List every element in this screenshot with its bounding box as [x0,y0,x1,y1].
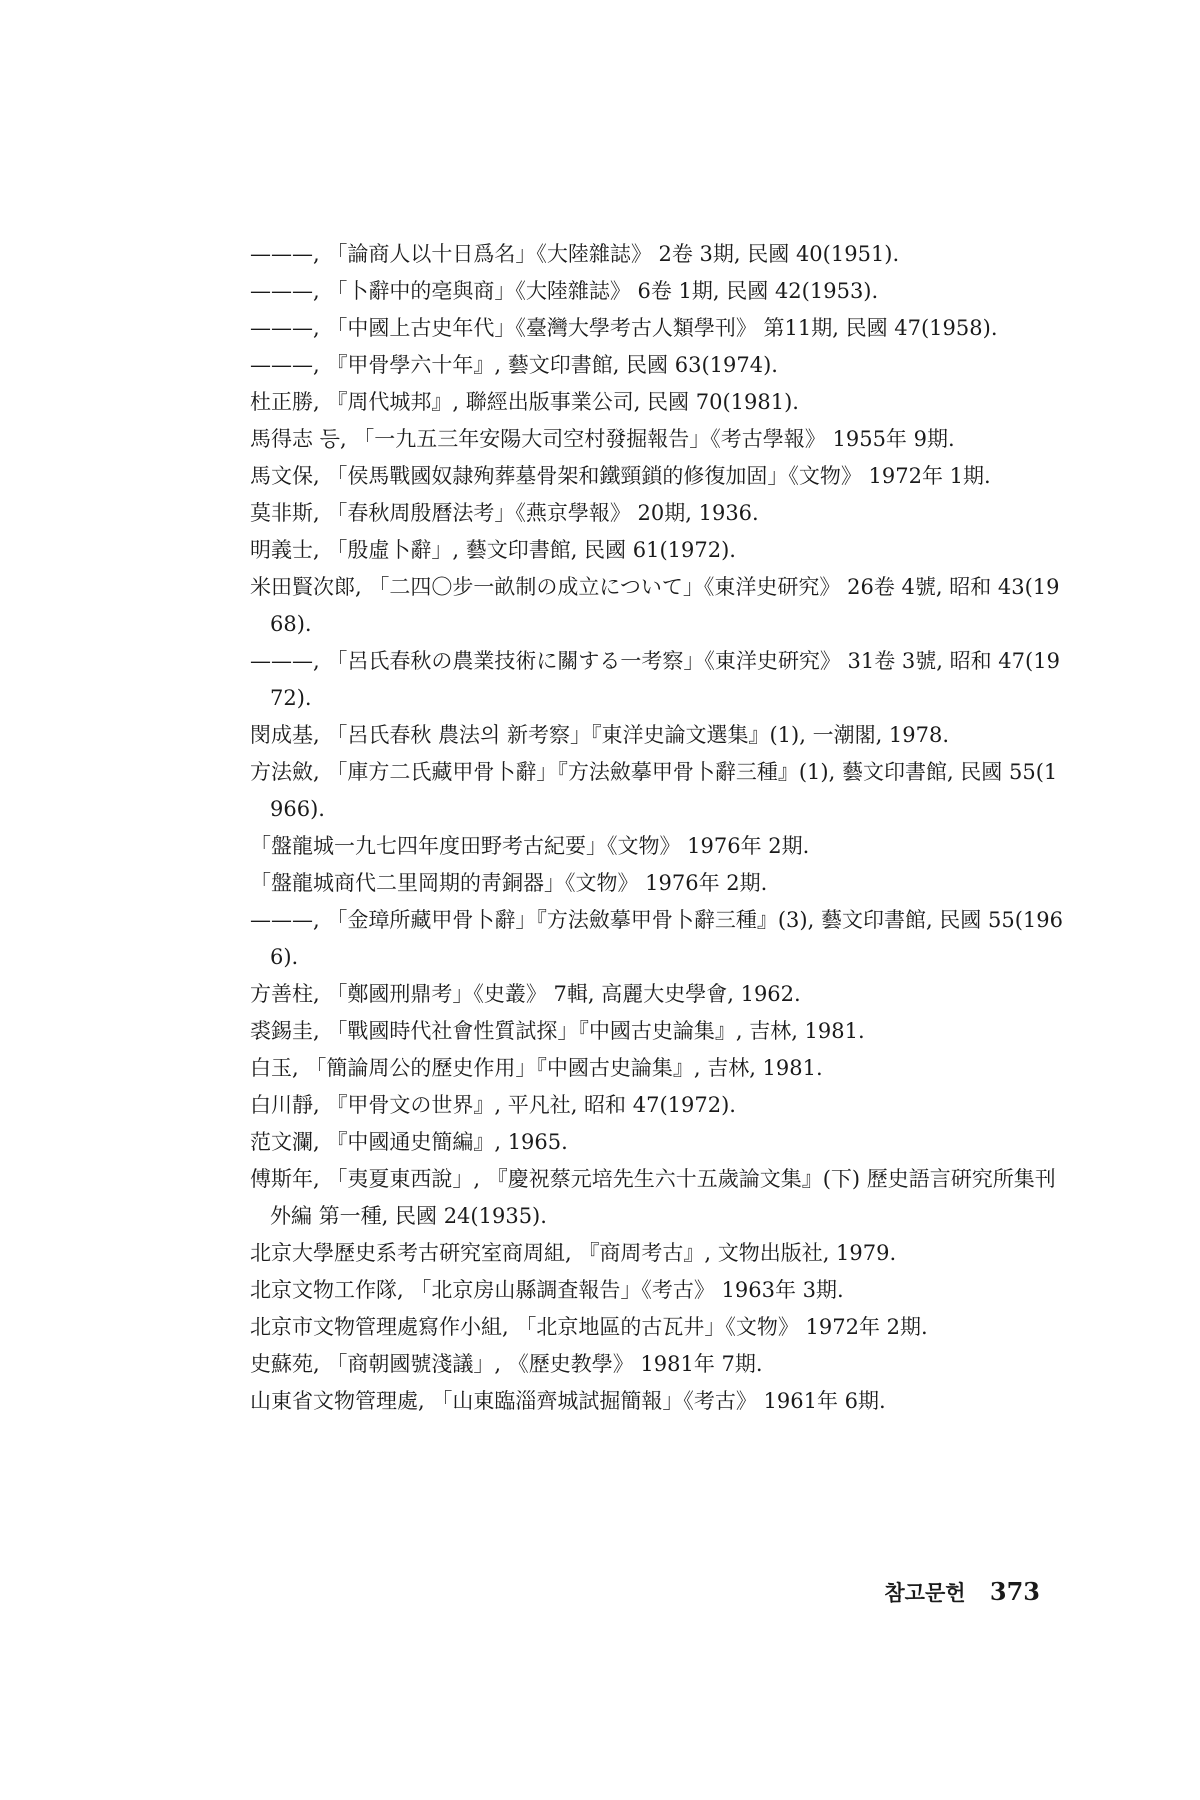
reference-entry: 北京市文物管理處寫作小組, 「北京地區的古瓦井」《文物》 1972年 2期. [250,1315,928,1339]
reference-entry: ———, 「呂氏春秋の農業技術に關する一考察」《東洋史硏究》 31卷 3號, 昭和 47(1972). [250,649,1060,710]
reference-entry: ———, 「論商人以十日爲名」《大陸雜誌》 2卷 3期, 民國 40(1951). [250,242,900,266]
reference-entry: 「盤龍城商代二里岡期的靑銅器」《文物》 1976年 2期. [250,871,768,895]
reference-entry: 北京大學歷史系考古硏究室商周組, 『商周考古』, 文物出版社, 1979. [250,1241,897,1265]
reference-list [250,236,1070,1420]
section-label: 참고문헌 [884,1581,966,1605]
reference-entry: 山東省文物管理處, 「山東臨淄齊城試掘簡報」《考古》 1961年 6期. [250,1389,886,1413]
reference-entry: 馬文保, 「侯馬戰國奴隷殉葬墓骨架和鐵頸鎖的修復加固」《文物》 1972年 1期. [250,464,991,488]
reference-entry: 傅斯年, 「夷夏東西說」, 『慶祝蔡元培先生六十五歲論文集』(下) 歷史語言硏究所集刊 外編 第一種, 民國 24(1935). [250,1167,1056,1228]
reference-entry: ———, 「金璋所藏甲骨卜辭」『方法斂摹甲骨卜辭三種』(3), 藝文印書館, 民國 55(1966). [250,908,1063,969]
reference-entry: 「盤龍城一九七四年度田野考古紀要」《文物》 1976年 2期. [250,834,810,858]
reference-entry: 方善柱, 「鄭國刑鼎考」《史叢》 7輯, 高麗大史學會, 1962. [250,982,801,1006]
page-number: 373 [989,1577,1040,1606]
reference-entry: 北京文物工作隊, 「北京房山縣調査報告」《考古》 1963年 3期. [250,1278,844,1302]
page-footer [884,1577,1040,1607]
reference-entry: 史蘇苑, 「商朝國號淺議」, 《歷史教學》 1981年 7期. [250,1352,763,1376]
reference-entry: 閔成基, 「呂氏春秋 農法의 新考察」『東洋史論文選集』(1), 一潮閣, 1978. [250,723,950,747]
reference-entry: 裘錫圭, 「戰國時代社會性質試探」『中國古史論集』, 吉林, 1981. [250,1019,865,1043]
reference-entry: ———, 「中國上古史年代」《臺灣大學考古人類學刊》 第11期, 民國 47(1958). [250,316,998,340]
reference-entry: ———, 「卜辭中的亳與商」《大陸雜誌》 6卷 1期, 民國 42(1953). [250,279,879,303]
reference-entry: 白玉, 「簡論周公的歷史作用」『中國古史論集』, 吉林, 1981. [250,1056,823,1080]
reference-entry: 莫非斯, 「春秋周殷曆法考」《燕京學報》 20期, 1936. [250,501,759,525]
reference-entry: 米田賢次郞, 「二四〇步一畝制の成立について」《東洋史研究》 26卷 4號, 昭和 43(1968). [250,575,1060,636]
reference-entry: 方法斂, 「庫方二氏藏甲骨卜辭」『方法斂摹甲骨卜辭三種』(1), 藝文印書館, 民國 55(1966). [250,760,1058,821]
reference-entry: 白川靜, 『甲骨文の世界』, 平凡社, 昭和 47(1972). [250,1093,736,1117]
reference-entry: 明義士, 「殷虛卜辭」, 藝文印書館, 民國 61(1972). [250,538,736,562]
reference-entry: 范文瀾, 『中國通史簡編』, 1965. [250,1130,568,1154]
reference-entry: ———, 『甲骨學六十年』, 藝文印書館, 民國 63(1974). [250,353,778,377]
reference-entry: 杜正勝, 『周代城邦』, 聯經出版事業公司, 民國 70(1981). [250,390,799,414]
reference-entry: 馬得志 등, 「一九五三年安陽大司空村發掘報告」《考古學報》 1955年 9期. [250,427,955,451]
